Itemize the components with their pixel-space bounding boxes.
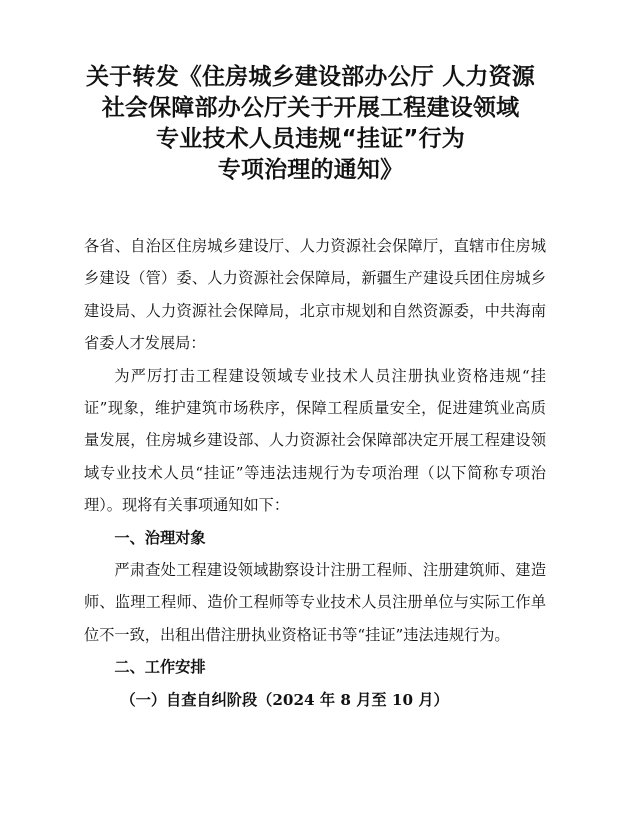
title-line-3: 专业技术人员违规“挂证”行为 <box>155 126 466 152</box>
title-line-4: 专项治理的通知》 <box>217 157 404 183</box>
document-body <box>84 230 546 716</box>
title-line-2: 社会保障部办公厅关于开展工程建设领域 <box>101 95 520 121</box>
salutation-paragraph: 各省、自治区住房城乡建设厅、人力资源社会保障厅，直辖市住房城乡建设（管）委、人力资源社会保障局，新疆生产建设兵团住房城乡建设局、人力资源社会保障局，北京市规划和自然资源委，中共海南省委人才发展局： <box>84 237 546 353</box>
title-line-1: 关于转发《住房城乡建设部办公厅 人力资源 <box>85 64 535 90</box>
section-2-heading: 二、工作安排 <box>114 658 206 677</box>
intro-paragraph: 为严厉打击工程建设领域专业技术人员注册执业资格违规“挂证”现象，维护建筑市场秩序，保障工程质量安全，促进建筑业高质量发展，住房城乡建设部、人力资源社会保障部决定开展工程建设领域专业技术人员“挂证”等违法违规行为专项治理（以下简称专项治理）。现将有关事项通知如下： <box>84 366 546 515</box>
document-title <box>0 62 621 186</box>
section-1-paragraph: 严肃查处工程建设领域勘察设计注册工程师、注册建筑师、建造师、监理工程师、造价工程师等专业技术人员注册单位与实际工作单位不一致，出租出借注册执业资格证书等“挂证”违法违规行为。 <box>84 561 546 644</box>
section-2-subheading-1: （一）自查自纠阶段（2024 年 8 月至 10 月） <box>120 690 449 709</box>
section-1-heading: 一、治理对象 <box>114 528 206 547</box>
